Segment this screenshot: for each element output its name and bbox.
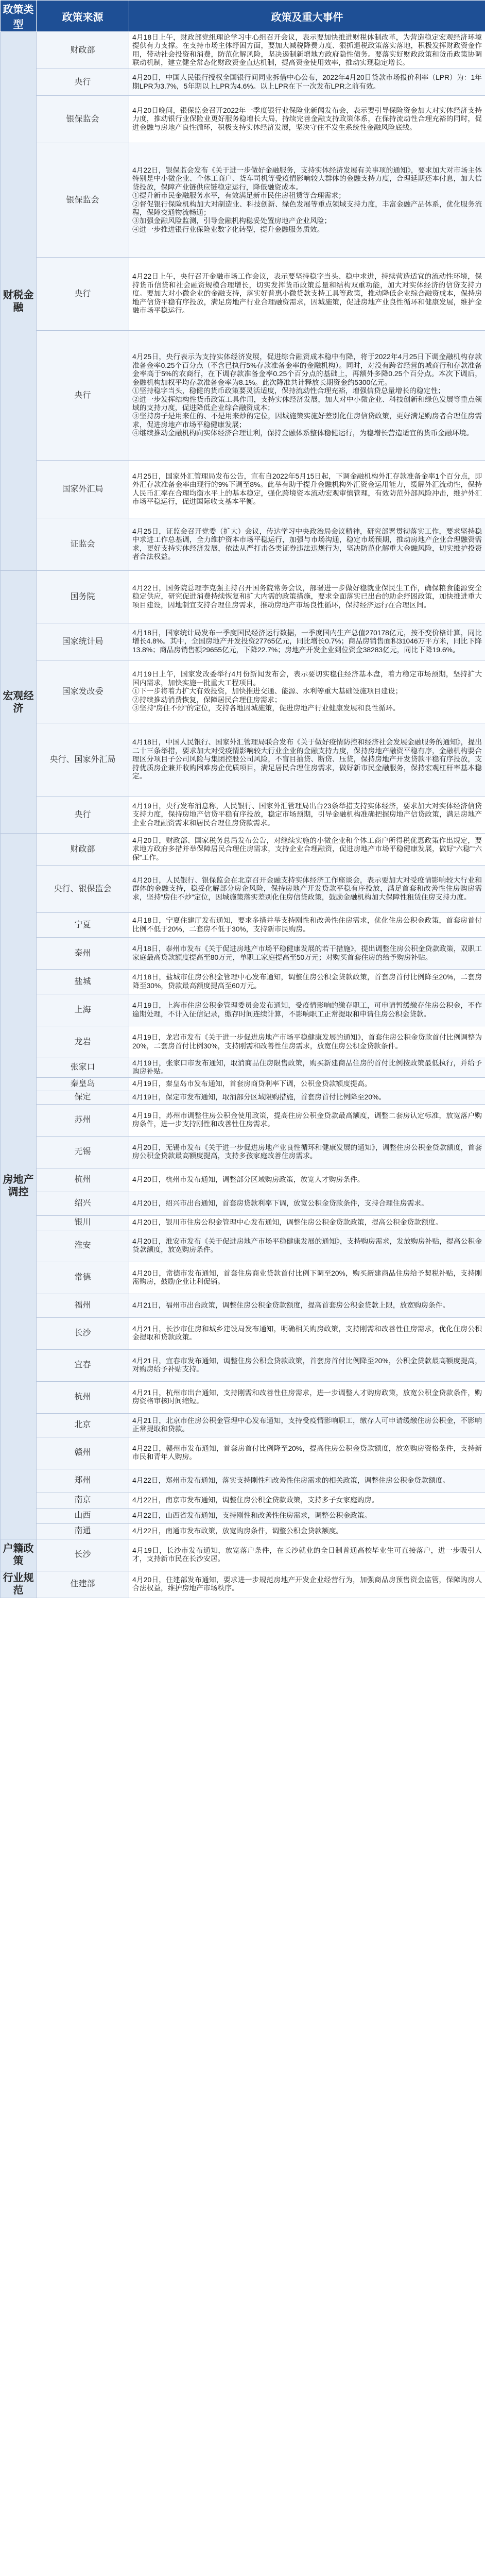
table-row bbox=[1, 1381, 485, 1413]
policy-event-cell: 4月21日，长沙市住房和城乡建设局发布通知，明确相关购房政策，支持刚需和改善性住房需求，优化住房公积金提取和贷款政策。 bbox=[129, 1317, 485, 1349]
policy-event-cell: 4月22日，郑州市发布通知，落实支持刚性和改善性住房需求的相关政策，调整住房公积金贷款额度。 bbox=[129, 1469, 485, 1493]
table-row bbox=[1, 1168, 485, 1192]
policy-source-cell: 赣州 bbox=[37, 1437, 129, 1469]
policy-event-cell: 4月19日，央行发布消息称，人民银行、国家外汇管理局出台23条举措支持实体经济，要求加大对实体经济信贷支持力度，保持房地产信贷平稳有序投放，稳定市场预期，引导金融机构准确把握房地产信贷政策，满足房地产企业合理融资需求和居民合理住房贷款需求。 bbox=[129, 796, 485, 834]
table-row bbox=[1, 1437, 485, 1469]
policy-source-cell: 上海 bbox=[37, 994, 129, 1026]
policy-source-cell: 张家口 bbox=[37, 1058, 129, 1078]
policy-event-cell: 4月19日上午，国家发改委举行4月份新闻发布会，表示要切实稳住经济基本盘，着力稳定市场预期，坚持扩大国内需求，加快实施一批重大工程项目。 ①下一步将着力扩大有效投资，加快推进交通、能源、水利等重大基础设施项目建设； ②持续推动消费恢复，保障居民合理住房需求； ③坚持“房住不炒”的定位，支持各地因城施策，促进房地产行业健康发展和良性循环。 bbox=[129, 660, 485, 723]
policy-event-cell: 4月22日，山西省发布通知，支持刚性和改善性住房需求，调整公积金政策。 bbox=[129, 1508, 485, 1523]
policy-event-cell: 4月19日，苏州市调整住房公积金使用政策，提高住房公积金贷款最高额度，调整二套房认定标准，放宽落户购房条件，进一步支持刚性和改善性住房需求。 bbox=[129, 1104, 485, 1136]
policy-source-cell: 银川 bbox=[37, 1215, 129, 1230]
policy-source-cell: 财政部 bbox=[37, 32, 129, 69]
policy-event-cell: 4月19日，龙岩市发布《关于进一步促进房地产市场平稳健康发展的通知》，首套住房公积金贷款首付比例调整为20%，二套房首付比例30%，支持刚需和改善性住房需求，放宽住房公积金贷款条件。 bbox=[129, 1026, 485, 1058]
policy-source-cell: 银保监会 bbox=[37, 96, 129, 143]
table-row bbox=[1, 1469, 485, 1493]
policy-event-cell: 4月19日，长沙市发布通知，放宽落户条件，在长沙就业的全日制普通高校毕业生可直接落户，进一步吸引人才，支持新市民在长沙安居。 bbox=[129, 1539, 485, 1571]
table-row bbox=[1, 461, 485, 518]
policy-event-cell: 4月21日，福州市出台政策，调整住房公积金贷款额度，提高首套房公积金贷款上限，放宽购房条件。 bbox=[129, 1294, 485, 1317]
policy-event-cell: 4月22日，赣州市发布通知，首套房首付比例降至20%，提高住房公积金贷款额度，放宽购房资格条件，支持新市民和青年人购房。 bbox=[129, 1437, 485, 1469]
policy-event-cell: 4月21日，北京市住房公积金管理中心发布通知，支持受疫情影响职工，缴存人可申请缓缴住房公积金，不影响正常提取和贷款。 bbox=[129, 1413, 485, 1437]
policy-source-cell: 住建部 bbox=[37, 1571, 129, 1598]
policy-source-cell: 央行、国家外汇局 bbox=[37, 723, 129, 796]
table-row bbox=[1, 1413, 485, 1437]
policy-type-cell: 房地产调控 bbox=[1, 834, 37, 1539]
policy-source-cell: 常德 bbox=[37, 1262, 129, 1294]
table-row bbox=[1, 518, 485, 571]
policy-event-cell: 4月18日，泰州市发布《关于促进房地产市场平稳健康发展的若干措施》，提出调整住房公积金贷款政策，双职工家庭最高贷款额度提高至80万元，单职工家庭提高至50万元；对购买首套住房的给予购房补贴。 bbox=[129, 938, 485, 970]
policy-source-cell: 国务院 bbox=[37, 571, 129, 623]
policy-source-cell: 南通 bbox=[37, 1523, 129, 1539]
table-row bbox=[1, 96, 485, 143]
policy-source-cell: 央行 bbox=[37, 69, 129, 96]
table-row bbox=[1, 1215, 485, 1230]
policy-event-cell: 4月20日，人民银行、银保监会在北京召开金融支持实体经济工作座谈会，表示要加大对受疫情影响较大行业和群体的金融支持，稳妥化解部分房企风险，保持房地产开发贷款平稳有序投放，满足首套和改善性住房购房需求，坚持“房住不炒”定位，因城施策落实差别化住房信贷政策，鼓励金融机构加大保障性租赁住房支持力度。 bbox=[129, 866, 485, 913]
policy-event-cell: 4月18日，中国人民银行、国家外汇管理局联合发布《关于做好疫情防控和经济社会发展金融服务的通知》，提出二十三条举措，要求加大对受疫情影响较大行业企业的金融支持力度，保持房地产融资平稳有序，金融机构要合理区分项目子公司风险与集团控股公司风险，不盲目抽贷、断贷、压贷，保持房地产开发贷款平稳有序投放，支持优质房企兼并收购困难房企优质项目，满足居民合理住房需求，做好新市民金融服务，保持宏观杠杆率基本稳定。 bbox=[129, 723, 485, 796]
table-row bbox=[1, 796, 485, 834]
table-row bbox=[1, 1104, 485, 1136]
policy-type-cell: 宏观经济 bbox=[1, 571, 37, 834]
policy-event-cell: 4月20日，淮安市发布《关于促进房地产市场平稳健康发展的通知》，支持购房需求，发放购房补贴，提高公积金贷款额度，放宽购房条件。 bbox=[129, 1230, 485, 1262]
table-row bbox=[1, 331, 485, 461]
policy-event-cell: 4月21日，杭州市出台通知，支持刚需和改善性住房需求，进一步调整人才购房政策，放宽公积金贷款条件，购房资格审核时间缩短。 bbox=[129, 1381, 485, 1413]
table-row bbox=[1, 143, 485, 258]
policy-event-cell: 4月25日，央行表示为支持实体经济发展，促进综合融资成本稳中有降，将于2022年4月25日下调金融机构存款准备金率0.25个百分点（不含已执行5%存款准备金率的金融机构）。同时，对没有跨省经营的城商行和存款准备金率高于5%的农商行，在下调存款准备金率0.25个百分点的基础上，再额外多降0.25个百分点。本次下调后，金融机构加权平均存款准备金率为8.1%。此次降准共计释放长期资金约5300亿元。 ①坚持稳字当头，稳健的货币政策要灵活适度，保持流动性合理充裕，增强信贷总量增长的稳定性； ②进一步发挥结构性货币政策工具作用，支持实体经济发展，加大对中小微企业、科技创新和绿色发展等重点领域的支持力度，促进降低企业综合融资成本； ③坚持房子是用来住的、不是用来炒的定位，因城施策实施好差别化住房信贷政策，更好满足购房者合理住房需求，促进房地产市场平稳健康发展； ④继续推动金融机构向实体经济合理让利，保持金融体系整体稳健运行，为稳增长营造适宜的货币金融环境。 bbox=[129, 331, 485, 461]
policy-event-cell: 4月20日，无锡市发布《关于进一步促进房地产业良性循环和健康发展的通知》，调整住房公积金贷款额度，首套房公积金贷款最高额度提高，支持多孩家庭改善住房需求。 bbox=[129, 1136, 485, 1168]
policy-source-cell: 福州 bbox=[37, 1294, 129, 1317]
table-row bbox=[1, 1539, 485, 1571]
table-row bbox=[1, 1077, 485, 1091]
policy-event-cell: 4月20日，杭州市发布通知，调整部分区域购房政策，放宽人才购房条件。 bbox=[129, 1168, 485, 1192]
table-row bbox=[1, 1230, 485, 1262]
policy-source-cell: 银保监会 bbox=[37, 143, 129, 258]
policy-source-cell: 财政部 bbox=[37, 834, 129, 866]
policy-event-cell: 4月18日上午，财政部党组理论学习中心组召开会议，表示要加快推进财税体制改革，为营造稳定宏观经济环境提供有力支撑。在支持市场主体纾困方面，要加大减税降费力度、狠抓退税政策落实落地，积极发挥财政资金作用，带动社会投资和消费，防范化解风险，坚决遏制新增地方政府隐性债务。要落实好财政政策和货币政策协调联动机制，建立健全常态化财政资金直达机制，提高资金使用效率，推动实现稳定增长。 bbox=[129, 32, 485, 69]
policy-event-cell: 4月22日，南通市发布政策，放宽购房条件，调整公积金贷款额度。 bbox=[129, 1523, 485, 1539]
policy-event-cell: 4月25日，国家外汇管理局发布公告，宣布自2022年5月15日起，下调金融机构外汇存款准备金率1个百分点，即外汇存款准备金率由现行的9%下调至8%。此举有助于提升金融机构外汇资金运用能力，缓解外汇流动性，保持人民币汇率在合理均衡水平上的基本稳定，强化跨境资本流动宏观审慎管理，有效防范外部风险冲击，维护外汇市场平稳运行，促进国际收支基本平衡。 bbox=[129, 461, 485, 518]
table-row bbox=[1, 1262, 485, 1294]
policy-source-cell: 泰州 bbox=[37, 938, 129, 970]
table-row bbox=[1, 69, 485, 96]
policy-event-cell: 4月21日，宜春市发布通知，调整住房公积金贷款政策，首套房首付比例降至20%，公积金贷款最高额度提高，对购房给予补贴支持。 bbox=[129, 1349, 485, 1381]
policy-source-cell: 龙岩 bbox=[37, 1026, 129, 1058]
policy-event-cell: 4月20日，中国人民银行授权全国银行间同业拆借中心公布，2022年4月20日贷款市场报价利率（LPR）为：1年期LPR为3.7%，5年期以上LPR为4.6%。以上LPR在下一次发布LPR之前有效。 bbox=[129, 69, 485, 96]
policy-type-cell: 行业规范 bbox=[1, 1571, 37, 1598]
table-row bbox=[1, 571, 485, 623]
table-row bbox=[1, 866, 485, 913]
policy-source-cell: 杭州 bbox=[37, 1168, 129, 1192]
policy-source-cell: 央行 bbox=[37, 796, 129, 834]
policy-event-cell: 4月20日晚间，银保监会召开2022年一季度银行业保险业新闻发布会，表示要引导保险资金加大对实体经济支持力度，推动银行业保险业更好服务稳增长大局，持续完善金融支持政策体系，在保持流动性合理充裕的同时，促进金融与房地产良性循环，积极支持实体经济发展，坚决守住不发生系统性金融风险底线。 bbox=[129, 96, 485, 143]
policy-source-cell: 北京 bbox=[37, 1413, 129, 1437]
table-row bbox=[1, 1317, 485, 1349]
policy-event-cell: 4月22日，南京市发布通知，调整住房公积金贷款政策，支持多子女家庭购房。 bbox=[129, 1493, 485, 1508]
policy-type-cell: 户籍政策 bbox=[1, 1539, 37, 1571]
table-row bbox=[1, 723, 485, 796]
policy-event-cell: 4月22日，国务院总理李克强主持召开国务院常务会议，部署进一步做好稳就业保民生工作，确保粮食能源安全稳定供应，研究促进消费持续恢复和扩大内需的政策措施，要求全面落实已出台的助企纾困政策，加快推进重大项目建设，因地制宜支持合理住房需求，推动房地产市场良性循环，保持经济运行在合理区间。 bbox=[129, 571, 485, 623]
policy-source-cell: 央行、银保监会 bbox=[37, 866, 129, 913]
policy-event-cell: 4月18日，盐城市住房公积金管理中心发布通知，调整住房公积金贷款政策，首套房首付比例降至20%，二套房降至30%，贷款最高额度提高至60万元。 bbox=[129, 970, 485, 994]
policy-source-cell: 淮安 bbox=[37, 1230, 129, 1262]
policy-source-cell: 秦皇岛 bbox=[37, 1077, 129, 1091]
policy-source-cell: 山西 bbox=[37, 1508, 129, 1523]
policy-event-cell: 4月20日，银川市住房公积金管理中心发布通知，调整住房公积金贷款政策，提高公积金贷款额度。 bbox=[129, 1215, 485, 1230]
policy-event-cell: 4月19日，保定市发布通知，取消部分区域限购措施，首套房首付比例降至20%。 bbox=[129, 1091, 485, 1104]
table-row bbox=[1, 1091, 485, 1104]
policy-event-cell: 4月22日上午，央行召开金融市场工作会议，表示要坚持稳字当头、稳中求进，持续营造适宜的流动性环境，保持货币信贷和社会融资规模合理增长，切实发挥货币政策总量和结构双重功能，加大对实体经济的信贷支持力度。要加大对小微企业的金融支持，落实好普惠小微贷款支持工具等政策，推动降低企业综合融资成本，保持房地产信贷平稳有序投放，满足房地产行业合理融资需求，因城施策，促进房地产业良性循环和健康发展，维护金融市场平稳运行。 bbox=[129, 258, 485, 331]
policy-source-cell: 长沙 bbox=[37, 1317, 129, 1349]
table-row bbox=[1, 834, 485, 866]
policy-source-cell: 南京 bbox=[37, 1493, 129, 1508]
table-row bbox=[1, 258, 485, 331]
header-col-source: 政策来源 bbox=[37, 1, 129, 32]
policy-event-cell: 4月20日，住建部发布通知，要求进一步规范房地产开发企业经营行为，加强商品房预售资金监管，保障购房人合法权益，维护房地产市场秩序。 bbox=[129, 1571, 485, 1598]
table-row bbox=[1, 1192, 485, 1215]
policy-event-cell: 4月19日，张家口市发布通知，取消商品住房限售政策，购买新建商品住房的首付比例按政策最低执行，并给予购房补贴。 bbox=[129, 1058, 485, 1078]
policy-event-cell: 4月20日，绍兴市出台通知，首套房贷款利率下调，放宽公积金贷款条件，支持合理住房需求。 bbox=[129, 1192, 485, 1215]
policy-event-cell: 4月20日，常德市发布通知，首套住房商业贷款首付比例下调至20%，购买新建商品住房给予契税补贴，支持刚需购房，鼓励企业让利促销。 bbox=[129, 1262, 485, 1294]
policy-source-cell: 郑州 bbox=[37, 1469, 129, 1493]
policy-event-cell: 4月19日，秦皇岛市发布通知，首套房商贷利率下调，公积金贷款额度提高。 bbox=[129, 1077, 485, 1091]
table-row bbox=[1, 32, 485, 69]
table-row bbox=[1, 660, 485, 723]
table-row bbox=[1, 1136, 485, 1168]
policy-event-cell: 4月19日，上海市住房公积金管理委员会发布通知，受疫情影响的缴存职工，可申请暂缓缴存住房公积金，不作逾期处理，不计入征信记录，缴存时间连续计算，不影响职工正常提取和申请住房公积金贷款。 bbox=[129, 994, 485, 1026]
table-row bbox=[1, 1294, 485, 1317]
policy-event-cell: 4月25日，证监会召开党委（扩大）会议，传达学习中央政治局会议精神，研究部署贯彻落实工作，要求坚持稳中求进工作总基调，全力维护资本市场平稳运行，加强与市场沟通，稳定市场预期，推动房地产企业合理融资需求，更好支持实体经济发展，依法从严打击各类证券违法违规行为，坚决防范化解重大金融风险，切实维护投资者合法权益。 bbox=[129, 518, 485, 571]
table-row bbox=[1, 1571, 485, 1598]
table-row bbox=[1, 1026, 485, 1058]
table-row bbox=[1, 1058, 485, 1078]
policy-event-cell: 4月22日，银保监会发布《关于进一步做好金融服务，支持实体经济发展有关事项的通知》，要求加大对市场主体特别是中小微企业、个体工商户、货车司机等受疫情影响较大群体的金融支持力度，合理延期还本付息，加大信贷投放，保障产业链供应链稳定运行，降低融资成本。 ①提升新市民金融服务水平，有效满足新市民住房租赁等合理需求； ②督促银行保险机构加大对制造业、科技创新、绿色发展等重点领域支持力度，丰富金融产品体系，优化服务流程，保障交通物流畅通； ③加强金融风险监测，引导金融机构稳妥处置房地产企业风险； ④进一步推进银行业保险业数字化转型，提升金融服务质效。 bbox=[129, 143, 485, 258]
policy-source-cell: 央行 bbox=[37, 258, 129, 331]
policy-source-cell: 国家发改委 bbox=[37, 660, 129, 723]
policy-source-cell: 保定 bbox=[37, 1091, 129, 1104]
table-row bbox=[1, 938, 485, 970]
policy-type-cell: 财税金融 bbox=[1, 32, 37, 571]
policy-source-cell: 杭州 bbox=[37, 1381, 129, 1413]
policy-event-cell: 4月18日，宁夏住建厅发布通知，要求多措并举支持刚性和改善性住房需求，优化住房公积金政策，首套房首付比例不低于20%，二套房不低于30%，支持新市民购房。 bbox=[129, 913, 485, 938]
header-col-event: 政策及重大事件 bbox=[129, 1, 485, 32]
policy-event-cell: 4月18日，国家统计局发布一季度国民经济运行数据，一季度国内生产总值270178亿元，按不变价格计算，同比增长4.8%。其中，全国房地产开发投资27765亿元，同比增长0.7%；商品房销售面积31046万平方米，同比下降13.8%；商品房销售额29655亿元，下降22.7%；房地产开发企业到位资金38283亿元，同比下降19.6%。 bbox=[129, 623, 485, 660]
policy-event-cell: 4月20日，财政部、国家税务总局发布公告，对继续实施的小微企业和个体工商户所得税优惠政策作出规定，要求地方政府多措并举保障居民合理住房需求，支持企业合理融资，促进房地产市场平稳健康发展，做好“六稳”“六保”工作。 bbox=[129, 834, 485, 866]
header-col-type: 政策类型 bbox=[1, 1, 37, 32]
table-row bbox=[1, 1349, 485, 1381]
table-body bbox=[1, 32, 485, 1598]
policy-source-cell: 绍兴 bbox=[37, 1192, 129, 1215]
policy-source-cell: 宜春 bbox=[37, 1349, 129, 1381]
policy-source-cell: 无锡 bbox=[37, 1136, 129, 1168]
table-row bbox=[1, 913, 485, 938]
policy-source-cell: 央行 bbox=[37, 331, 129, 461]
policy-source-cell: 证监会 bbox=[37, 518, 129, 571]
policy-source-cell: 宁夏 bbox=[37, 913, 129, 938]
policy-source-cell: 长沙 bbox=[37, 1539, 129, 1571]
policy-source-cell: 盐城 bbox=[37, 970, 129, 994]
table-row bbox=[1, 1493, 485, 1508]
table-row bbox=[1, 994, 485, 1026]
table-row bbox=[1, 623, 485, 660]
policy-source-cell: 苏州 bbox=[37, 1104, 129, 1136]
policy-source-cell: 国家统计局 bbox=[37, 623, 129, 660]
table-row bbox=[1, 1523, 485, 1539]
table-row bbox=[1, 970, 485, 994]
table-row bbox=[1, 1508, 485, 1523]
policy-source-cell: 国家外汇局 bbox=[37, 461, 129, 518]
table-header-row bbox=[1, 1, 485, 32]
